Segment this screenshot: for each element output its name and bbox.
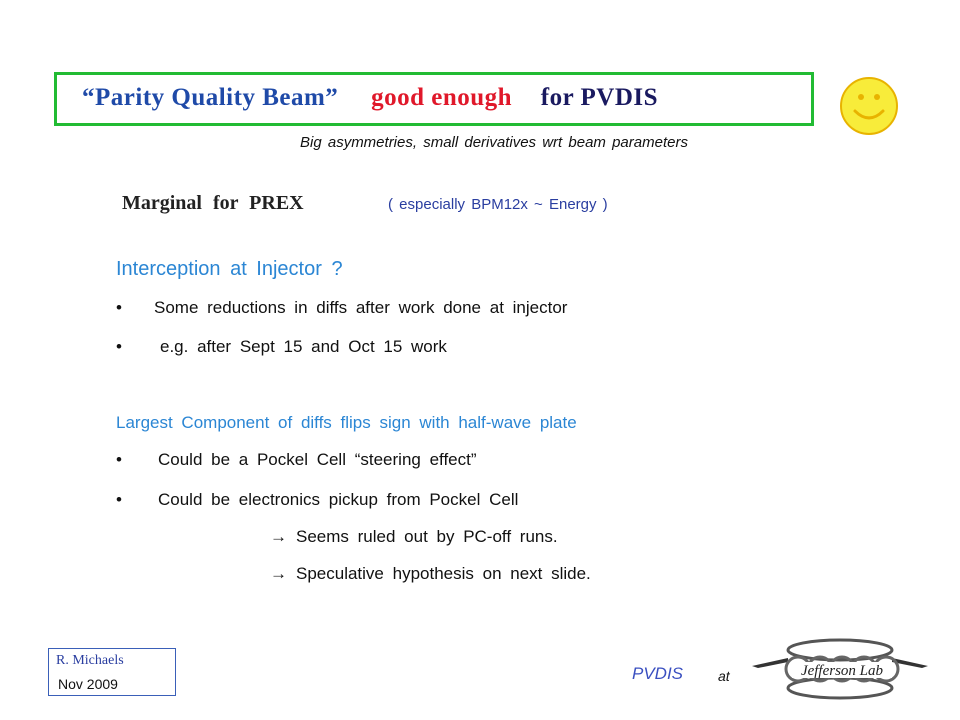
bullet-item — [116, 298, 567, 318]
arrow-item-text: Seems ruled out by PC-off runs. — [296, 527, 558, 546]
slide-title — [82, 84, 658, 112]
bullet-icon: • — [116, 450, 122, 469]
largest-component-heading: Largest Component of diffs flips sign with half-wave plate — [116, 413, 577, 432]
arrow-right-icon: → — [270, 527, 287, 546]
bullet-item — [116, 337, 447, 357]
subtitle: Big asymmetries, small derivatives wrt beam parameters — [300, 134, 688, 151]
logo-text: Jefferson Lab — [800, 663, 884, 679]
bullet-text: Could be electronics pickup from Pockel Cell — [158, 490, 519, 509]
bullet-item — [116, 450, 477, 470]
arrow-right-icon: → — [270, 564, 287, 583]
bullet-icon: • — [116, 298, 122, 317]
bullet-icon: • — [116, 490, 122, 509]
arrow-item-text: Speculative hypothesis on next slide. — [296, 564, 591, 583]
footer-title: PVDIS — [632, 664, 684, 683]
author-date: Nov 2009 — [58, 676, 118, 692]
bullet-text: e.g. after Sept 15 and Oct 15 work — [160, 337, 447, 356]
bullet-text: Some reductions in diffs after work done at injector — [154, 298, 568, 317]
bullet-icon: • — [116, 337, 122, 356]
arrow-item — [270, 527, 558, 547]
bullet-item — [116, 490, 518, 510]
smiley-face-icon — [838, 75, 900, 137]
footer-at: at — [718, 668, 730, 684]
interception-heading: Interception at Injector ? — [116, 258, 343, 280]
title-end-part: for PVDIS — [540, 84, 659, 111]
author-name: R. Michaels — [56, 653, 124, 668]
title-red-part: good enough — [371, 84, 513, 111]
marginal-heading: Marginal for PREX — [122, 192, 304, 214]
arrow-item — [270, 564, 591, 584]
marginal-note: ( especially BPM12x ~ Energy ) — [388, 196, 608, 213]
jefferson-lab-logo — [748, 636, 932, 702]
bullet-text: Could be a Pockel Cell “steering effect” — [158, 450, 477, 469]
title-quote-part: “Parity Quality Beam” — [82, 84, 339, 111]
